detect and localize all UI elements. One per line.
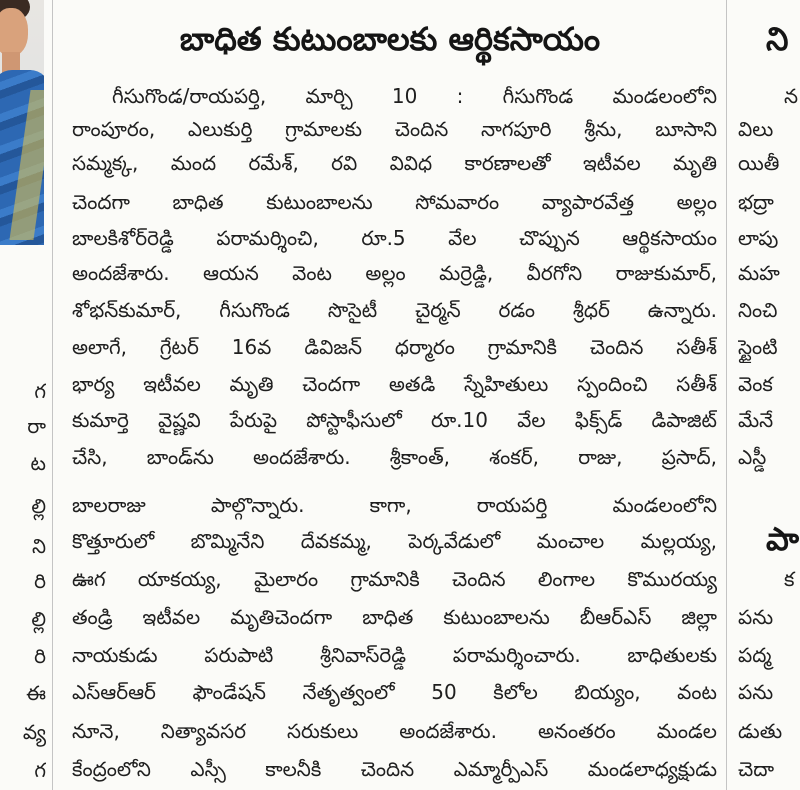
left-column-line: ని [31,534,46,558]
person-photo [0,0,44,245]
article-line: బాలరాజు పాల్గొన్నారు. కాగా, రాయపర్తి మండలంలోని [72,493,717,517]
right-column-line: పను [738,680,774,704]
right-column-line: పను [738,605,774,629]
left-column-line: గ [34,379,46,403]
left-column-line: ల్లి [31,607,46,631]
article-line: రాంపూరం, ఎలుకుర్తి గ్రామాలకు చెందిన నాగపూరి శ్రీను, బూసాని [72,117,717,141]
right-column-line: న [784,84,799,108]
right-column-line: డుతు [738,719,783,743]
right-column-line: మేనే [738,408,774,432]
right-column-line: మహ [738,261,780,285]
right-column-line: విలు [738,117,774,141]
left-column-line: ఈ [26,681,46,705]
left-column-line: ట [30,451,46,475]
left-column-line: రా [27,414,46,438]
right-column-line: లాపు [738,226,779,250]
column-divider-right [726,0,727,790]
article-line: నూనె, నిత్యావసర సరుకులు అందజేశారు. అనంతరం మండల [72,719,717,743]
right-column-line: చెదా [738,757,774,781]
left-column-line: ల్లి [31,494,46,518]
left-column-line: గ [34,758,46,782]
right-column-line: స్టైంటి [738,335,778,359]
article-line: చేసి, బాండ్‌ను అందజేశారు. శ్రీకాంత్, శంకర్, రాజు, ప్రసాద్, [72,445,717,469]
right-column-line: పద్మ [738,643,772,667]
article-line: శోభన్‌కుమార్, గీసుగొండ సొసైటీ చైర్మన్ రడం శ్రీధర్ ఉన్నారు. [72,298,717,322]
right-subheading: పా [766,520,799,558]
right-column-line: నించి [738,298,778,322]
right-headline: ని [766,20,789,58]
article-line: కేంద్రంలోని ఎస్సీ కాలనీకి చెందిన ఎమ్మార్పీఎస్ మండలాధ్యక్షుడు [72,757,717,781]
photo-face [0,8,28,56]
column-divider-left [52,0,53,790]
article-line: భార్య ఇటీవల మృతి చెందగా అతడి స్నేహితులు స్పందించి సతీశ్ [72,372,717,396]
right-column-line: యితీ [738,151,780,175]
article-line: గీసుగొండ/రాయపర్తి, మార్చి 10 : గీసుగొండ మండలంలోని [112,84,717,108]
right-column-line: ఎస్డీ [738,445,767,469]
article-line: అందజేశారు. ఆయన వెంట అల్లం మర్రెడ్డి, వీరగోని రాజుకుమార్, [72,261,717,285]
article-line: తండ్రి ఇటీవల మృతిచెందగా బాధిత కుటుంబాలను బీఆర్ఎస్ జిల్లా [72,605,717,629]
article-line: కొత్తూరులో బొమ్మినేని దేవకమ్మ, పెర్కవేడులో మంచాల మల్లయ్య, [72,529,717,553]
article-line: ఎస్ఆర్ఆర్ ఫౌండేషన్ నేతృత్వంలో 50 కిలోల బియ్యం, వంట [72,680,717,704]
left-column-line: రి [34,569,46,593]
left-column-line: వ్య [22,720,46,744]
article-line: కుమార్తె వైష్ణవి పేరుపై పోస్టాఫీసులో రూ.10 వేల ఫిక్స్‌డ్ డిపాజిట్ [72,408,717,432]
right-column-line: వెంక [738,372,773,396]
article-line: బాలకిశోర్‌రెడ్డి పరామర్శించి, రూ.5 వేల చొప్పున ఆర్థికసాయం [72,226,717,250]
right-column-line: భద్రా [738,190,774,214]
article-line: సమ్మక్క, మంద రమేశ్, రవి వివిధ కారణాలతో ఇటీవల మృతి [72,151,717,175]
right-column-line: క [784,567,795,591]
left-column-line: రి [34,644,46,668]
article-line: ఊగ యాకయ్య, మైలారం గ్రామానికి చెందిన లింగాల కొమురయ్య [72,567,717,591]
article-line: అలాగే, గ్రేటర్ 16వ డివిజన్ ధర్మారం గ్రామానికి చెందిన సతీశ్ [72,335,717,359]
article-line: చెందగా బాధిత కుటుంబాలను సోమవారం వ్యాపారవేత్త అల్లం [72,190,717,214]
article-line: నాయకుడు పరుపాటి శ్రీనివాస్‌రెడ్డి పరామర్శించారు. బాధితులకు [72,643,717,667]
article-headline: బాధిత కుటుంబాలకు ఆర్థికసాయం [179,20,601,58]
